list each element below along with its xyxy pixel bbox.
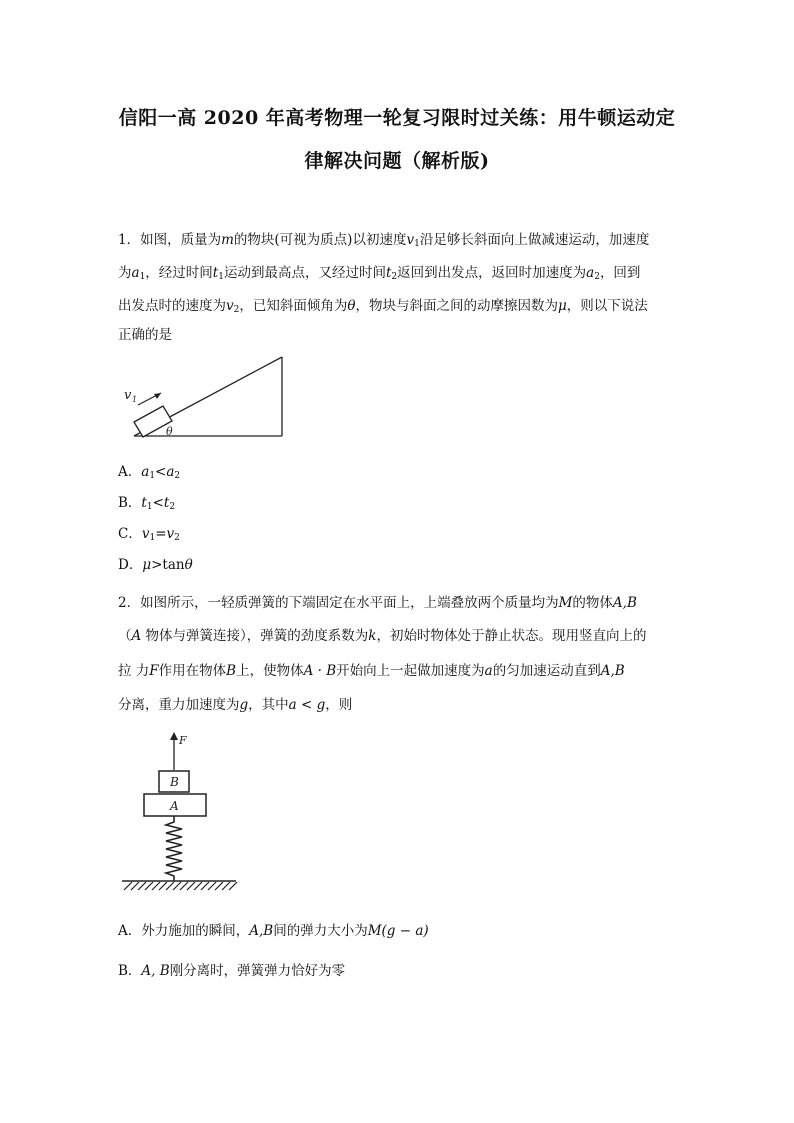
- spring-diagram: [118, 730, 240, 898]
- block-a-label: A: [170, 799, 179, 813]
- q1-text-line4: 正确的是: [118, 327, 172, 343]
- block-b-label: B: [170, 775, 179, 789]
- spring-figure: [118, 730, 240, 898]
- angle-label: θ: [166, 425, 173, 438]
- spring-coil: [166, 816, 182, 881]
- q2-text-line2: （A 物体与弹簧连接），弹簧的劲度系数为k，初始时物体处于静止状态。现用竖直向上的: [118, 628, 647, 644]
- q1-text-line3: 出发点时的速度为$v_2$，已知斜面倾角为θ，物块与斜面之间的动摩擦因数为μ，则以下说法: [118, 298, 648, 315]
- incline-diagram: [118, 352, 298, 444]
- incline-figure: [118, 352, 298, 444]
- document-title-line1: 信阳一高 2020 年高考物理一轮复习限时过关练：用牛顿运动定: [118, 107, 676, 129]
- q1-option-b: B．$t_1<t_2$: [118, 495, 176, 512]
- document-title-line2: 律解决问题（解析版): [304, 150, 490, 172]
- q1-option-c: C．$v_1=v_2$: [118, 526, 180, 543]
- q1-text-line1: 1．如图，质量为m的物块(可视为质点)以初速度$v_1$沿足够长斜面向上做减速运动，加速度: [118, 232, 650, 249]
- q2-text-line4: 分离，重力加速度为g，其中a < g，则: [118, 697, 353, 713]
- ground-hatching: [124, 882, 237, 890]
- q2-text-line3: 拉 力F作用在物体B上，使物体A · B开始向上一起做加速度为a的匀加速运动直到A,B: [118, 663, 625, 679]
- q1-text-line2: 为$a_1$，经过时间$t_1$运动到最高点，又经过时间$t_2$返回到出发点，返回时加速度为$a_2$，回到: [118, 265, 641, 282]
- q2-option-b: B．A, B刚分离时，弹簧弹力恰好为零: [118, 963, 346, 979]
- q1-option-d: D．μ>tanθ: [118, 557, 193, 573]
- q2-text-line1: 2．如图所示，一轻质弹簧的下端固定在水平面上，上端叠放两个质量均为M的物体A,B: [118, 595, 637, 611]
- velocity-label: v: [124, 388, 132, 403]
- velocity-label-sub: 1: [132, 395, 138, 404]
- force-arrow-head: [170, 732, 178, 740]
- force-label: F: [179, 734, 187, 747]
- q1-option-a: A．$a_1<a_2$: [118, 464, 181, 481]
- q2-option-a: A．外力施加的瞬间，A,B间的弹力大小为M(g − a): [118, 923, 429, 939]
